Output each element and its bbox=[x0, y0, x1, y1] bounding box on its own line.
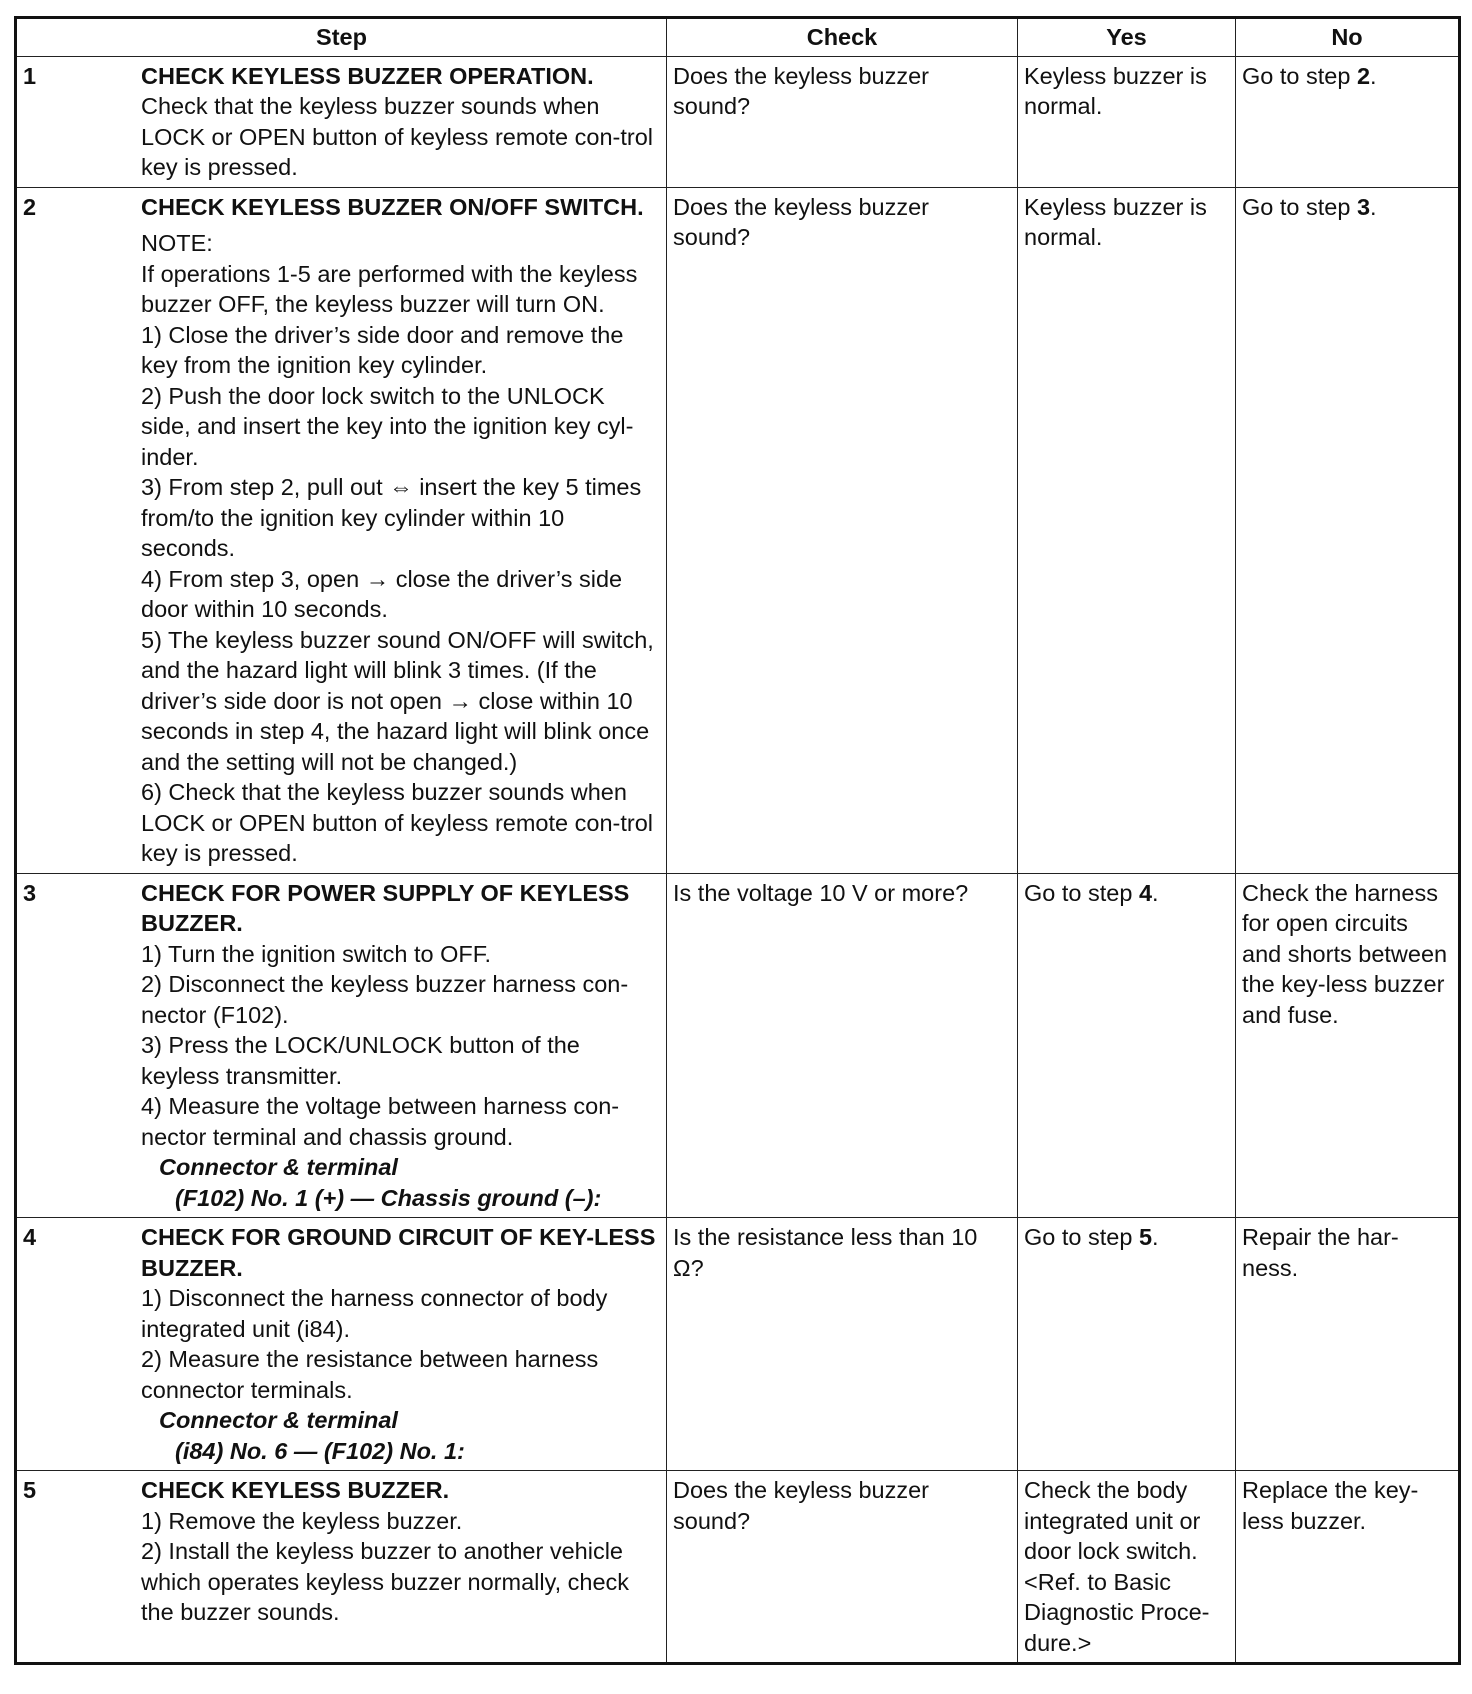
check-cell: Is the voltage 10 V or more? bbox=[667, 873, 1018, 1218]
step-title: CHECK KEYLESS BUZZER ON/OFF SWITCH. bbox=[141, 193, 644, 220]
connector-terminal: (F102) No. 1 (+) — Chassis ground (–): bbox=[175, 1184, 602, 1211]
step-instruction: 2) Measure the resistance between harness connector terminals. bbox=[141, 1346, 599, 1403]
no-cell: Replace the key-less buzzer. bbox=[1236, 1471, 1460, 1664]
no-text-end: . bbox=[1370, 62, 1377, 89]
yes-step-ref: 4 bbox=[1138, 879, 1153, 906]
step-number: 2 bbox=[23, 193, 37, 220]
check-cell: Is the resistance less than 10 Ω? bbox=[667, 1218, 1018, 1471]
connector-terminal: (i84) No. 6 — (F102) No. 1: bbox=[175, 1437, 465, 1464]
header-row bbox=[16, 18, 1460, 57]
table-row bbox=[16, 56, 1460, 187]
step-instruction: 3) From step 2, pull out ⇔ insert the key 5 times from/to the ignition key cylinder within 10 seconds. bbox=[141, 474, 642, 561]
step-instruction: 1) Close the driver’s side door and remove the key from the ignition key cylinder. bbox=[141, 321, 624, 378]
no-step-ref: 2 bbox=[1356, 62, 1371, 89]
step-instruction: 4) From step 3, open → close the driver’s side door within 10 seconds. bbox=[141, 565, 623, 622]
step-instruction: 4) Measure the voltage between harness con-nector terminal and chassis ground. bbox=[141, 1093, 620, 1150]
check-cell: Does the keyless buzzer sound? bbox=[667, 56, 1018, 187]
step-instruction: 6) Check that the keyless buzzer sounds when LOCK or OPEN button of keyless remote con-trol key is pressed. bbox=[141, 779, 653, 866]
check-cell: Does the keyless buzzer sound? bbox=[667, 187, 1018, 873]
step-number: 1 bbox=[23, 62, 37, 89]
step-instruction: 2) Install the keyless buzzer to another vehicle which operates keyless buzzer normally, check the buzzer sounds. bbox=[141, 1538, 630, 1625]
connector-label: Connector & terminal bbox=[159, 1407, 398, 1433]
step-cell bbox=[16, 1471, 667, 1664]
no-cell: Repair the har-ness. bbox=[1236, 1218, 1460, 1471]
step-title: CHECK KEYLESS BUZZER OPERATION. bbox=[141, 62, 594, 89]
header-check: Check bbox=[667, 18, 1018, 57]
step-title: CHECK KEYLESS BUZZER. bbox=[141, 1477, 450, 1503]
step-cell bbox=[16, 1218, 667, 1471]
table-row bbox=[16, 187, 1460, 873]
step-number: 3 bbox=[23, 879, 37, 906]
step-instruction: 5) The keyless buzzer sound ON/OFF will switch, and the hazard light will blink 3 times. (If the driver’s side door is not open → close within 10 seconds in step 4, the hazard light will blink once and the setting will not be changed.) bbox=[141, 626, 654, 775]
no-cell: Check the harness for open circuits and shorts between the key-less buzzer and fuse. bbox=[1236, 873, 1460, 1218]
step-instruction: 1) Turn the ignition switch to OFF. bbox=[141, 940, 492, 967]
table-row bbox=[16, 873, 1460, 1218]
step-instruction: 2) Disconnect the keyless buzzer harness con-nector (F102). bbox=[141, 971, 629, 1028]
no-text-end: . bbox=[1370, 193, 1377, 220]
header-yes: Yes bbox=[1018, 18, 1236, 57]
no-cell bbox=[1236, 56, 1460, 187]
step-instruction: 2) Push the door lock switch to the UNLOCK side, and insert the key into the ignition key cyl-inder. bbox=[141, 382, 634, 470]
step-cell bbox=[16, 187, 667, 873]
header-no: No bbox=[1236, 18, 1460, 57]
note-label: NOTE: bbox=[141, 230, 213, 256]
yes-step-ref: 5 bbox=[1138, 1224, 1153, 1250]
diagnostic-table bbox=[14, 16, 1461, 1665]
no-cell bbox=[1236, 187, 1460, 873]
yes-text: Go to step bbox=[1024, 1224, 1139, 1250]
step-number: 4 bbox=[23, 1224, 37, 1250]
table-row bbox=[16, 1471, 1460, 1664]
check-cell: Does the keyless buzzer sound? bbox=[667, 1471, 1018, 1664]
no-text: Go to step bbox=[1242, 62, 1357, 89]
no-step-ref: 3 bbox=[1356, 193, 1371, 220]
step-instruction: 1) Disconnect the harness connector of body integrated unit (i84). bbox=[141, 1285, 608, 1342]
step-cell bbox=[16, 873, 667, 1218]
yes-text-end: . bbox=[1152, 1224, 1159, 1250]
no-text: Go to step bbox=[1242, 193, 1357, 220]
header-step: Step bbox=[16, 18, 667, 57]
step-instruction: 3) Press the LOCK/UNLOCK button of the keyless transmitter. bbox=[141, 1032, 580, 1089]
step-instruction: 1) Remove the keyless buzzer. bbox=[141, 1507, 463, 1534]
yes-cell bbox=[1018, 1218, 1236, 1471]
yes-text-end: . bbox=[1152, 879, 1159, 906]
yes-cell: Check the body integrated unit or door lock switch. <Ref. to Basic Diagnostic Proce-dure.> bbox=[1018, 1471, 1236, 1664]
yes-cell: Keyless buzzer is normal. bbox=[1018, 56, 1236, 187]
step-title: CHECK FOR GROUND CIRCUIT OF KEY-LESS BUZZER. bbox=[141, 1224, 656, 1281]
step-number: 5 bbox=[23, 1477, 37, 1503]
step-instruction: Check that the keyless buzzer sounds when LOCK or OPEN button of keyless remote con-trol key is pressed. bbox=[141, 93, 653, 180]
step-title: CHECK FOR POWER SUPPLY OF KEYLESS BUZZER. bbox=[141, 879, 630, 936]
connector-label: Connector & terminal bbox=[159, 1154, 398, 1180]
yes-cell: Keyless buzzer is normal. bbox=[1018, 187, 1236, 873]
yes-text: Go to step bbox=[1024, 879, 1139, 906]
step-cell bbox=[16, 56, 667, 187]
note-text: If operations 1-5 are performed with the keyless buzzer OFF, the keyless buzzer will turn ON. bbox=[141, 260, 638, 317]
yes-cell bbox=[1018, 873, 1236, 1218]
table-row bbox=[16, 1218, 1460, 1471]
